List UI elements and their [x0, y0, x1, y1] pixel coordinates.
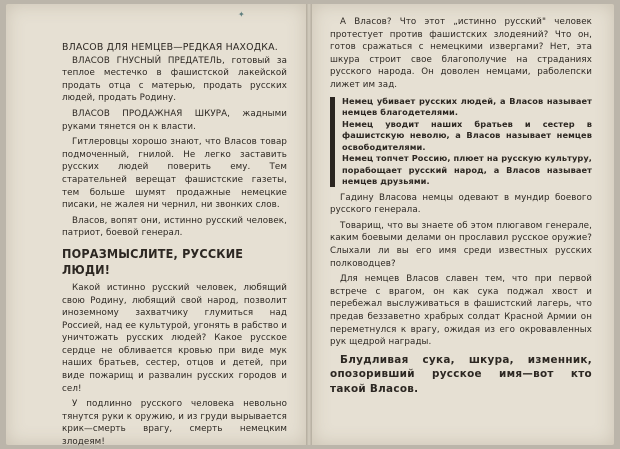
right-paragraph-intro: А Власов? Что этот „истинно русский" человек протестует против фашистских злодеяний? Что он, готов сражаться с немецкими извергами? Нет, эта шкура строит свое благополучие на страданиях русского народа. Он доволен немцами, раболепски лижет им зад. — [330, 17, 592, 90]
left-heading: ПОРАЗМЫСЛИТЕ, РУССКИЕ ЛЮДИ! — [62, 245, 244, 277]
left-paragraph-patriot: Власов, вопят они, истинно русский человек, патриот, боевой генерал. — [62, 215, 287, 239]
boxed-statements — [330, 96, 592, 188]
left-headline: ВЛАСОВ ДЛЯ НЕМЦЕВ—РЕДКАЯ НАХОДКА. — [62, 42, 278, 53]
right-paragraph-enemy: Для немцев Власов славен тем, что при первой встрече с врагом, он как сука поджал хвост и перебежал выслуживаться в фашистский лагерь, что предав беззаветно храбрых солдат Красной Армии он переметнулся к врагу, ожидая из его окровавленных рук щедрой награды. — [330, 274, 592, 348]
left-paragraph-power: ВЛАСОВ ПРОДАЖНАЯ ШКУРА, жадными руками тянется он к власти. — [62, 108, 287, 132]
left-column — [62, 42, 287, 448]
left-paragraph-gitlerites: Гитлеровцы хорошо знают, что Власов товар подмоченный, гнилой. Не легко заставить русских людей поверить ему. Тем старательней верещат фашистские газеты, тем больше шумят продажные немецкие писаки, не жалея ни чернил, ни звонких слов. — [62, 137, 287, 211]
boxed-statement-2: Немец уводит наших братьев и сестер в фашистскую неволю, а Власов называет немцев освободителями. — [342, 118, 592, 152]
right-paragraph-uniform: Гадину Власова немцы одевают в мундир боевого русского генерала. — [330, 192, 592, 216]
left-paragraph-question: Какой истинно русский человек, любящий свою Родину, любящий свой народ, позволит иноземному захватчику глумиться над Россией, над ее культурой, угонять в рабство и уничтожать русских людей? Какое русское сердце не обливается кровью при виде мук наших братьев, сестер, отцов и детей, при виде пожарищ и развалин русских городов и сел! — [62, 282, 287, 394]
boxed-statements-bar — [330, 97, 335, 187]
right-paragraph-comrade: Товарищ, что вы знаете об этом плюгавом генерале, каким боевыми делами он прославил русское оружие? Слыхали ли вы его имя среди известных русских полководцев? — [330, 220, 592, 269]
left-paragraph-traitor: ВЛАСОВ ГНУСНЫЙ ПРЕДАТЕЛЬ, готовый за теплое местечко в фашистской лакейской продать отца с матерью, продать русских людей, продать Родину. — [62, 55, 287, 104]
boxed-statement-1: Немец убивает русских людей, а Власов называет немцев благодетелями. — [342, 95, 592, 118]
right-final-verdict: Блудливая сука, шкура, изменник, опозоривший русское имя—вот кто такой Власов. — [330, 353, 592, 395]
boxed-statement-3: Немец топчет Россию, плюет на русскую культуру, порабощает русский народ, а Власов называет немцев друзьями. — [342, 153, 592, 187]
left-page — [6, 4, 306, 448]
left-paragraph-weapon: У подлинно русского человека невольно тянутся руки к оружию, и из груди вырывается крик—смерть врагу, смерть немецким злодеям! — [62, 399, 287, 448]
right-page — [312, 4, 614, 445]
star-mark: ✦ — [238, 10, 245, 19]
right-column — [330, 16, 592, 445]
